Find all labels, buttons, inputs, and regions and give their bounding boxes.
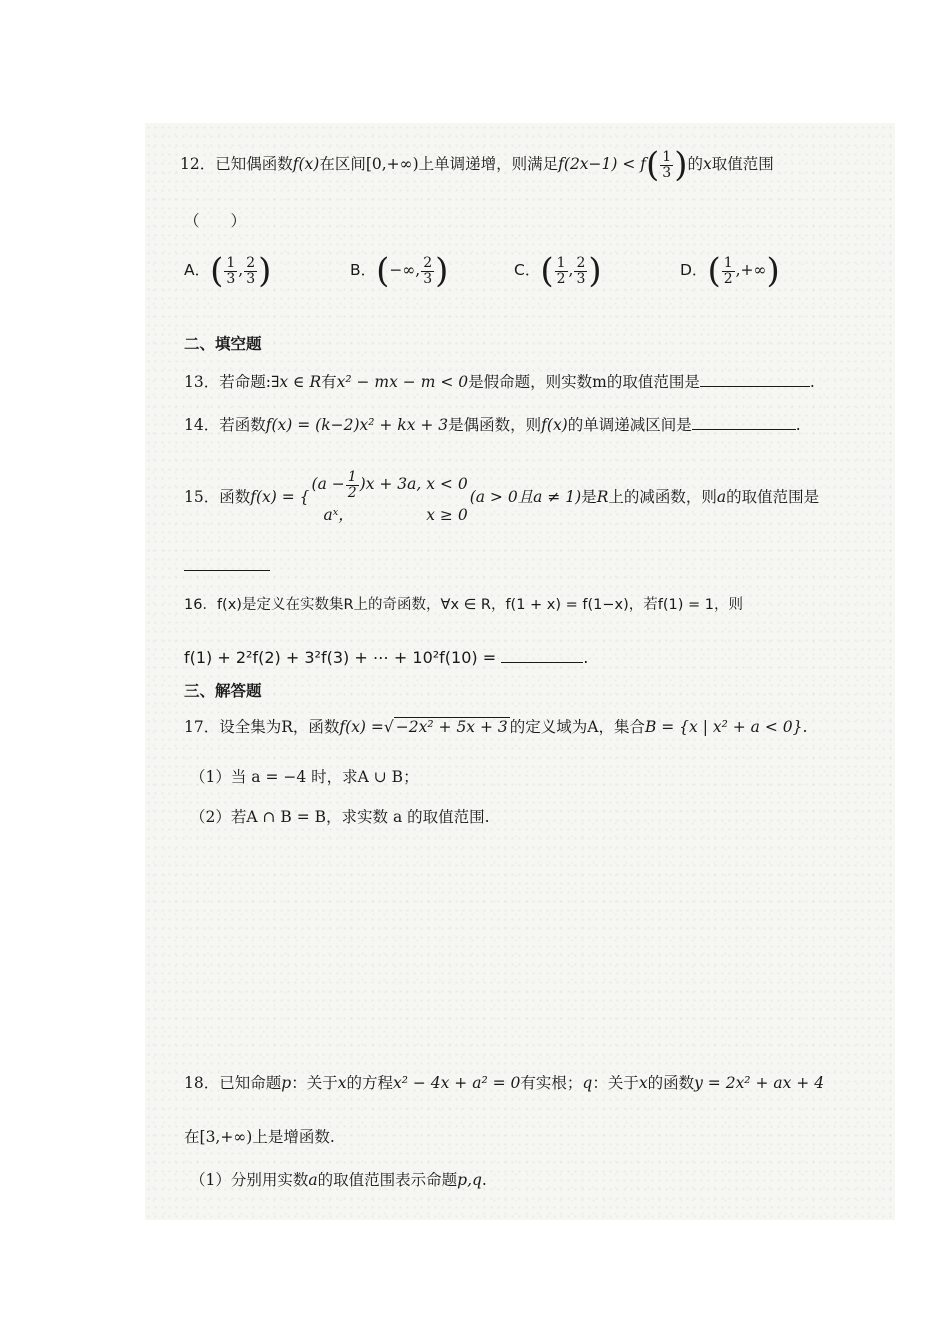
option-c[interactable]: C．( $\frac{1}{2}$ , $\frac{2}{3}$ ) bbox=[514, 251, 602, 291]
question-13: 13．若命题:∃x ∈ R有x² − mx − m < 0是假命题，则实数m的取值范围是 . bbox=[184, 373, 815, 391]
question-17: 17．设全集为R，函数f(x) =√ −2x² + 5x + 3 的定义域为A，集合B = {x | x² + a < 0}. bbox=[184, 718, 808, 736]
option-a[interactable]: A．( $\frac{1}{3}$ , $\frac{2}{3}$ ) bbox=[184, 251, 272, 291]
section-fill-in: 二、填空题 bbox=[184, 334, 262, 353]
question-12: 12．已知偶函数f(x)在区间[0,+∞)上单调递增，则满足f(2x−1) < f( $\frac{1}{3}$ )的x取值范围 bbox=[180, 145, 774, 185]
question-16: 16．f(x)是定义在实数集R上的奇函数，∀x ∈ R，f(1 + x) = f(1−x)，若f(1) = 1，则 bbox=[184, 597, 744, 613]
question-15: 15． 函数 f(x) = { (a − $\frac{1}{2}$ )x + 3a, x < 0 aˣ， x ≥ 0 (a > 0且a ≠ 1) 是 R 上的减函数，则 a 的取值范围是 bbox=[184, 469, 820, 525]
answer-blank[interactable] bbox=[692, 429, 796, 430]
section-solutions: 三、解答题 bbox=[184, 681, 262, 700]
question-17-part-1: （1）当 a = −4 时，求A ∪ B； bbox=[190, 768, 419, 786]
answer-blank[interactable] bbox=[501, 662, 583, 663]
question-18-line-2: 在[3,+∞)上是增函数. bbox=[184, 1128, 335, 1146]
question-18-part-1: （1）分别用实数a的取值范围表示命题p,q. bbox=[190, 1171, 487, 1189]
answer-blank[interactable] bbox=[700, 386, 810, 387]
question-18: 18．已知命题p：关于x的方程x² − 4x + a² = 0有实根；q：关于x的函数y = 2x² + ax + 4 bbox=[184, 1074, 825, 1092]
question-16-expr: f(1) + 2²f(2) + 3²f(3) + ⋯ + 10²f(10) = . bbox=[184, 648, 589, 667]
answer-paren: （ ） bbox=[184, 212, 247, 230]
answer-blank[interactable] bbox=[184, 570, 270, 571]
question-17-part-2: （2）若A ∩ B = B，求实数 a 的取值范围. bbox=[190, 808, 490, 826]
option-d[interactable]: D．( $\frac{1}{2}$ ,+∞) bbox=[680, 251, 780, 291]
option-b[interactable]: B．(−∞, $\frac{2}{3}$ ) bbox=[350, 251, 449, 291]
fraction: $\frac{1}{3}$ bbox=[662, 148, 672, 181]
question-14: 14．若函数f(x) = (k−2)x² + kx + 3是偶函数，则f(x)的单调递减区间是 . bbox=[184, 416, 801, 434]
